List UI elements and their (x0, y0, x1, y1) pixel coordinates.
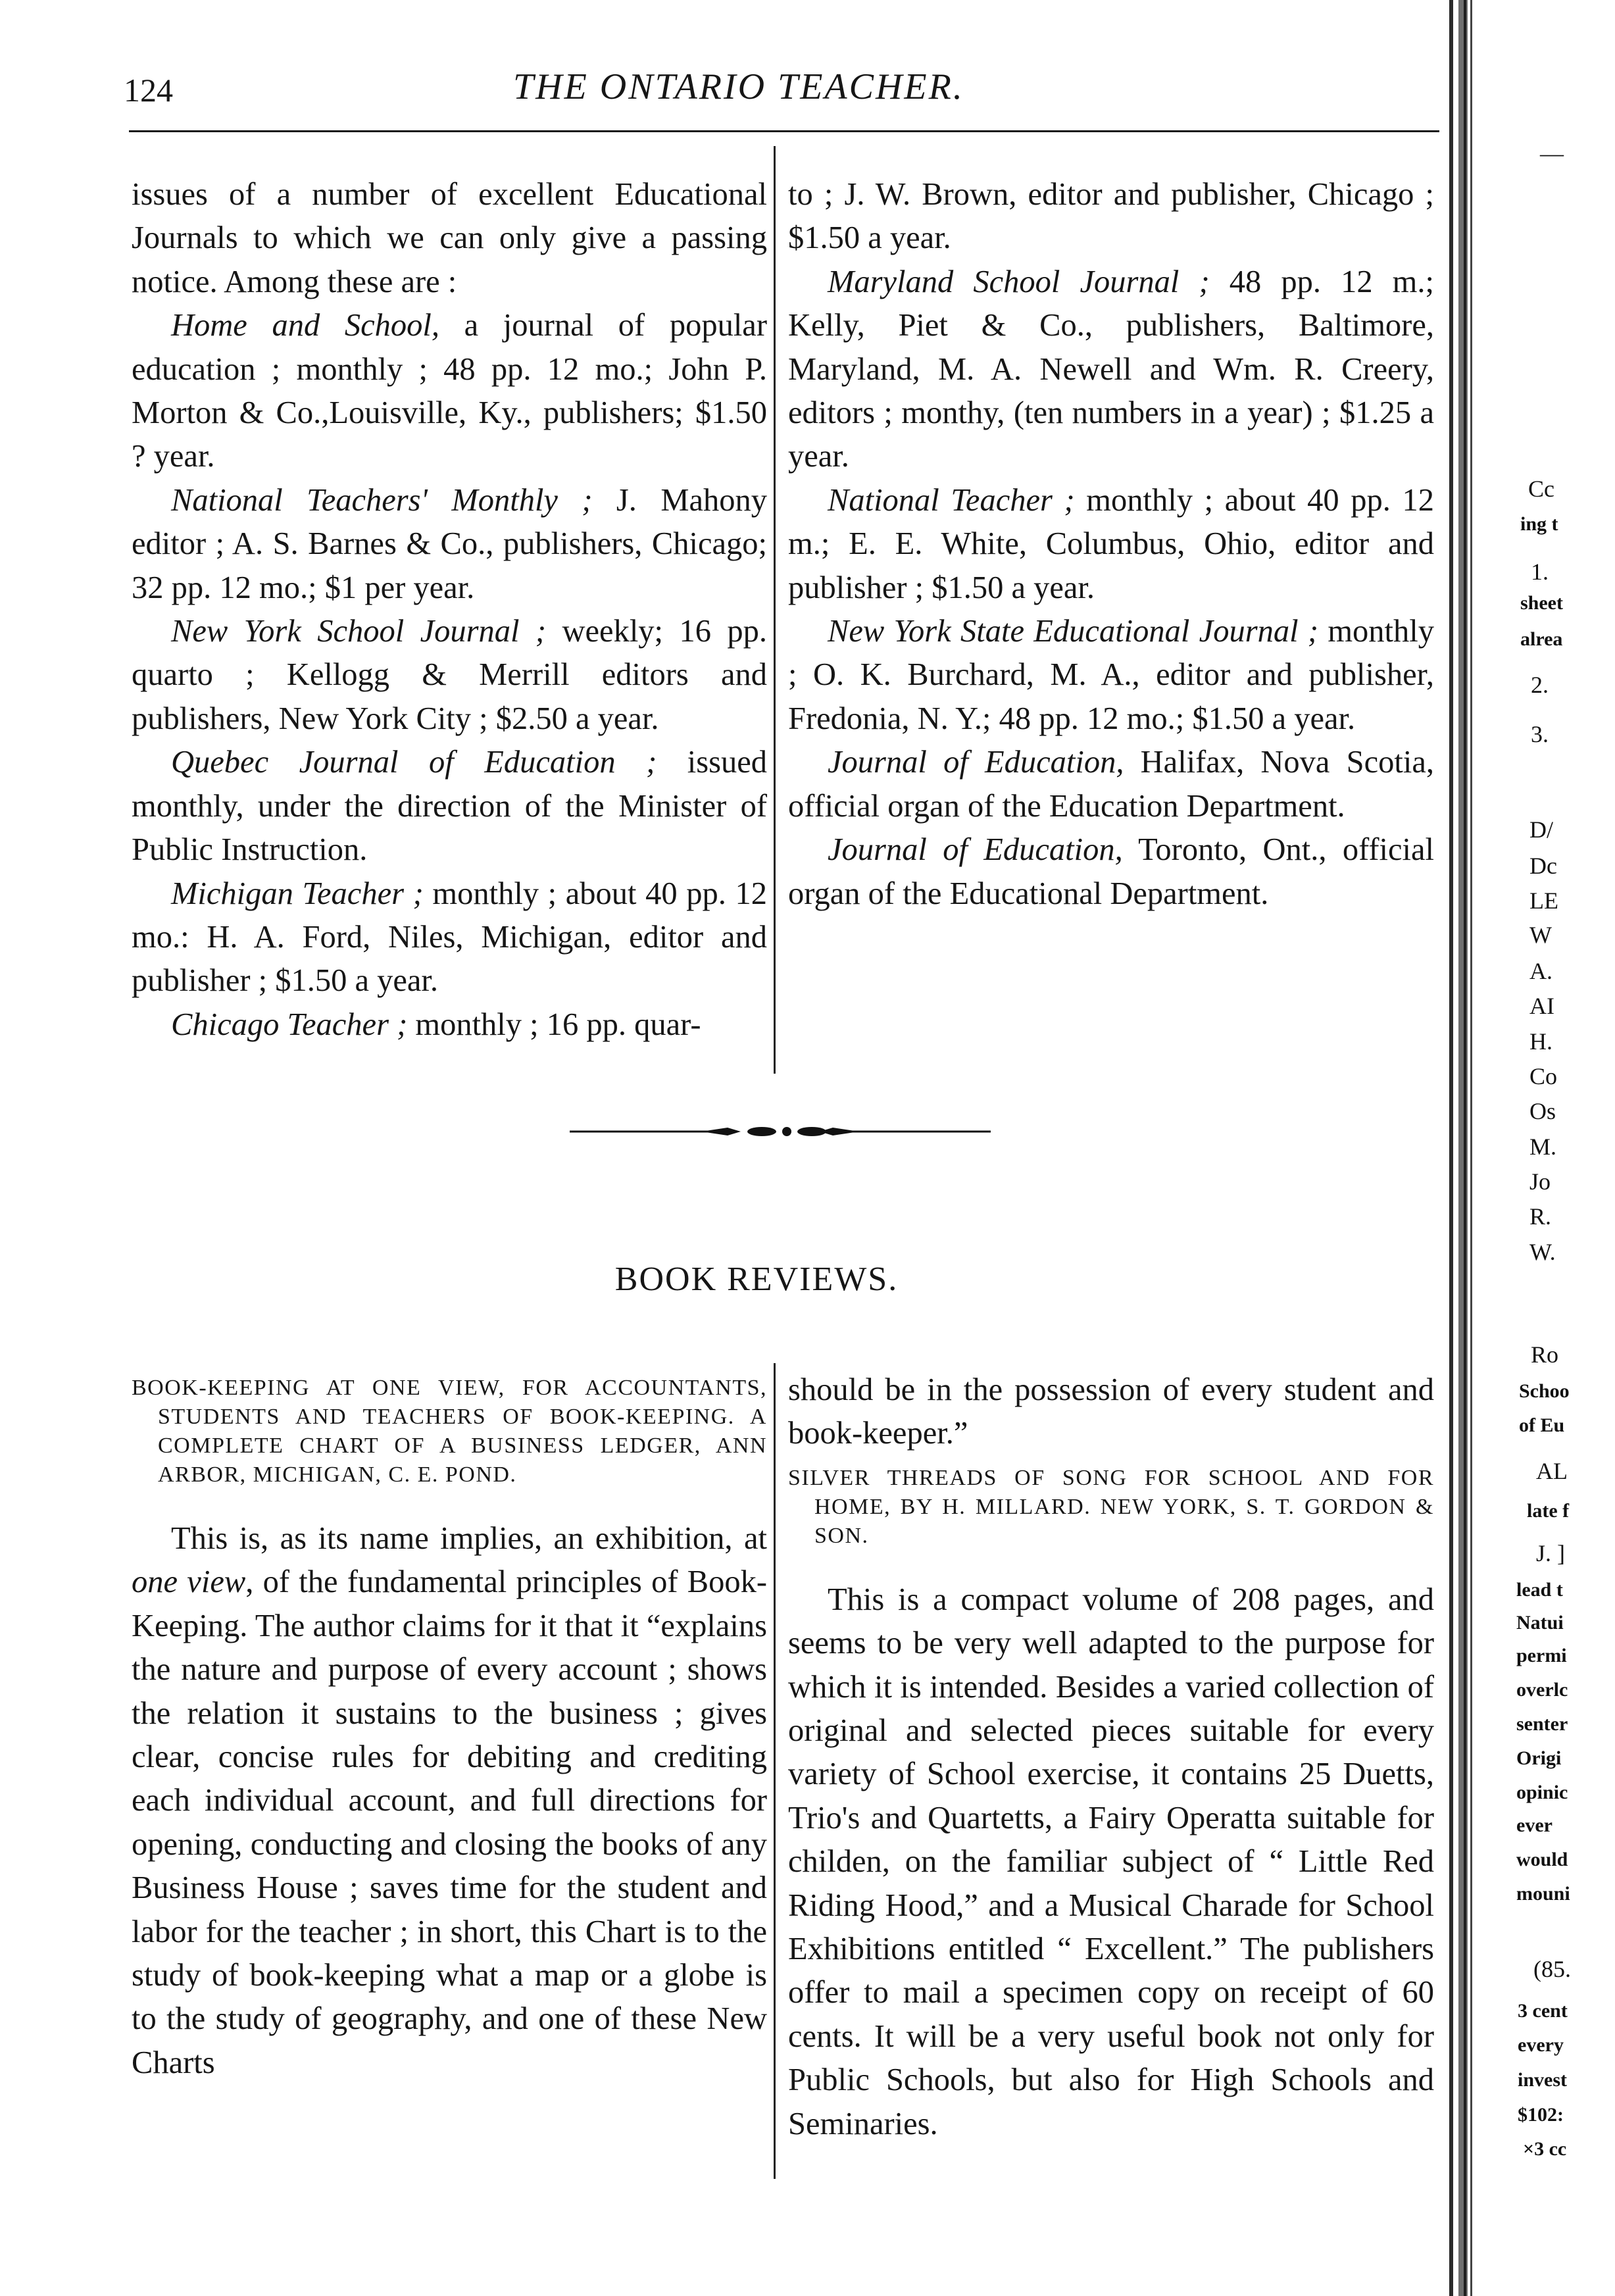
adjacent-fragment: Schoo (1519, 1380, 1570, 1402)
binding-gutter (1444, 0, 1477, 2296)
journal-entry: New York State Educational Journal ; monthly ; O. K. Burchard, M. A., editor and publisher, Fredonia, N. Y.; 48 pp. 12 mo.; $1.50 a year. (788, 614, 1434, 736)
adjacent-fragment: permi (1516, 1645, 1567, 1666)
journal-entry: Journal of Education, Halifax, Nova Scotia, official organ of the Education Department. (788, 745, 1434, 824)
review-heading: BOOK-KEEPING AT ONE VIEW, FOR ACCOUNTANTS, STUDENTS AND TEACHERS OF BOOK-KEEPING. A COMPLETE CHART OF A BUSINESS LEDGER, ANN ARBOR, MICHIGAN, C. E. POND. (132, 1376, 767, 1487)
journal-entry: Quebec Journal of Education ; issued monthly, under the direction of the Minister of Public Instruction. (132, 745, 767, 868)
adjacent-fragment: 1. (1531, 559, 1549, 585)
journal-entry: Home and School, a journal of popular education ; monthly ; 48 pp. 12 mo.; John P. Morton & Co.,Louisville, Ky., publishers; $1.50 ? year. (132, 308, 767, 474)
page-number: 124 (124, 72, 173, 109)
adjacent-fragment: every (1518, 2034, 1564, 2056)
adjacent-fragment: Natui (1516, 1612, 1564, 1634)
journals-column-left (132, 173, 767, 1047)
adjacent-fragment: senter (1516, 1713, 1568, 1735)
journal-entry-continued: to ; J. W. Brown, editor and publisher, Chicago ; $1.50 a year. (788, 177, 1434, 256)
running-title: THE ONTARIO TEACHER. (513, 66, 964, 107)
adjacent-fragment: W. (1529, 1239, 1556, 1265)
adjacent-fragment: $102: (1518, 2104, 1564, 2126)
adjacent-fragment: ×3 cc (1523, 2138, 1567, 2160)
adjacent-fragment: A. (1529, 958, 1553, 984)
journal-entry: Michigan Teacher ; monthly ; about 40 pp. 12 mo.: H. A. Ford, Niles, Michigan, editor and publisher ; $1.50 a year. (132, 876, 767, 999)
adjacent-fragment: Ro (1531, 1341, 1559, 1368)
review-body: This is a compact volume of 208 pages, and seems to be very well adapted to the purpose for which it is intended. Besides a varied collection of original and selected pieces suitable for every variety of School exercise, it contains 25 Duetts, Trio's and Quartetts, a Fairy Operatta suitable for childen, on the familiar subject of “ Little Red Riding Hood,” and a Musical Charade for School Exhibitions entitled “ Excellent.” The publishers offer to mail a specimen copy on receipt of 60 cents. It will be a very useful book not only for Public Schools, but also for High Schools and Seminaries. (788, 1582, 1434, 2141)
journal-entry: National Teacher ; monthly ; about 40 pp. 12 m.; E. E. White, Columbus, Ohio, editor and publisher ; $1.50 a year. (788, 482, 1434, 605)
adjacent-fragment: 2. (1531, 672, 1549, 698)
adjacent-fragment: W (1529, 922, 1552, 948)
review-body-continued: should be in the possession of every student and book-keeper.” (788, 1372, 1434, 1451)
adjacent-fragment: J. ] (1536, 1540, 1565, 1566)
adjacent-fragment: LE (1529, 887, 1558, 914)
adjacent-fragment: ing t (1520, 513, 1558, 535)
journal-entry: Chicago Teacher ; monthly ; 16 pp. quar- (171, 1007, 701, 1042)
adjacent-page-edge (1477, 0, 1615, 2296)
adjacent-fragment: alrea (1520, 628, 1563, 650)
journal-entry: Journal of Education, Toronto, Ont., official organ of the Educational Department. (788, 832, 1434, 911)
adjacent-fragment: late f (1527, 1500, 1570, 1522)
adjacent-fragment: of Eu (1519, 1414, 1565, 1436)
adjacent-fragment: Jo (1529, 1168, 1551, 1195)
adjacent-fragment: would (1516, 1849, 1568, 1870)
column-rule (774, 146, 776, 1074)
review-body: This is, as its name implies, an exhibition, at one view, of the fundamental principles of Book-Keeping. The author claims for it that it “explains the nature and purpose of every account ; shows the relation it sustains to the business ; gives clear, concise rules for debiting and crediting each individual account, and full directions for opening, conducting and closing the books of any Business House ; saves time for the student and labor for the teacher ; in short, this Chart is to the study of book-keeping what a map or a globe is to the study of geography, and one of these New Charts (132, 1521, 768, 2080)
journal-entry: New York School Journal ; weekly; 16 pp. quarto ; Kellogg & Merrill editors and publishers, New York City ; $2.50 a year. (132, 614, 767, 736)
ornamental-divider (570, 1118, 991, 1145)
adjacent-fragment: AI (1529, 993, 1554, 1019)
adjacent-fragment: Dc (1529, 853, 1557, 879)
section-title: BOOK REVIEWS. (614, 1260, 899, 1298)
adjacent-dash: — (1540, 140, 1564, 166)
header-rule (129, 130, 1439, 132)
adjacent-fragment: overlc (1516, 1679, 1568, 1701)
journals-column-right (788, 173, 1434, 916)
adjacent-fragment: Origi (1516, 1747, 1562, 1769)
review-heading: SILVER THREADS OF SONG FOR SCHOOL AND FOR HOME, BY H. MILLARD. NEW YORK, S. T. GORDON & SON. (788, 1465, 1434, 1548)
adjacent-fragment: M. (1529, 1134, 1557, 1160)
adjacent-fragment: Co (1529, 1063, 1558, 1089)
adjacent-fragment: Os (1529, 1098, 1556, 1124)
adjacent-fragment: H. (1529, 1028, 1553, 1055)
adjacent-fragment: opinic (1516, 1782, 1568, 1803)
adjacent-fragment: Cc (1528, 476, 1554, 502)
adjacent-fragment: lead t (1516, 1579, 1563, 1601)
adjacent-fragment: sheet (1520, 592, 1563, 614)
column-rule (774, 1363, 776, 2179)
adjacent-fragment: D/ (1529, 816, 1553, 843)
adjacent-fragment: mouni (1516, 1883, 1570, 1905)
reviews-column-left (132, 1368, 767, 2085)
journal-entry: Maryland School Journal ; 48 pp. 12 m.; Kelly, Piet & Co., publishers, Baltimore, Maryland, M. A. Newell and Wm. R. Creery, editors ; monthy, (ten numbers in a year) ; $1.25 a year. (788, 264, 1434, 474)
adjacent-fragment: 3 cent (1518, 2000, 1568, 2022)
journals-intro: issues of a number of excellent Educational Journals to which we can only give a passing notice. Among these are : (132, 177, 767, 299)
adjacent-fragment: R. (1529, 1203, 1552, 1230)
journal-entry: National Teachers' Monthly ; J. Mahony editor ; A. S. Barnes & Co., publishers, Chicago; 32 pp. 12 mo.; $1 per year. (132, 482, 767, 605)
adjacent-fragment: ever (1516, 1814, 1553, 1836)
reviews-column-right (788, 1368, 1434, 2146)
adjacent-fragment: 3. (1531, 721, 1549, 747)
adjacent-fragment: AL (1536, 1458, 1568, 1484)
adjacent-fragment: (85. (1533, 1956, 1571, 1982)
adjacent-fragment: invest (1518, 2069, 1567, 2091)
